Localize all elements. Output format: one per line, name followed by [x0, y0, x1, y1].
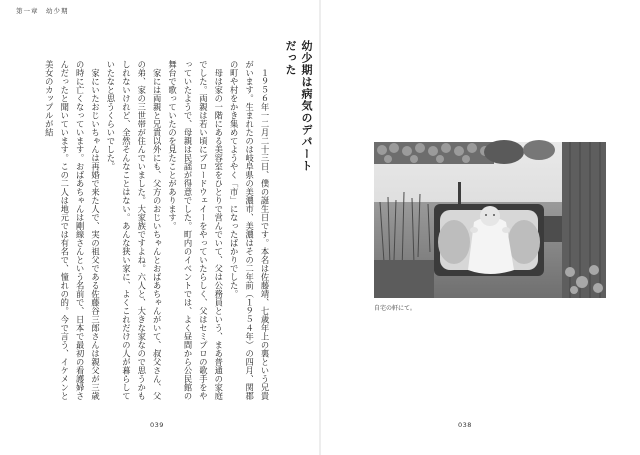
running-head: 第一章 幼少期 — [16, 7, 69, 15]
body-text — [44, 60, 272, 405]
paragraph: 母は家の一階にある美容室をひとりで営んでいて、父は公務員という、まあ普通の家庭でした。両親は若い頃にブロードウェイーをやっていたらしく、父はセミプロの歌手をやっていたようで、母親は民謡が得意でした。町内のイベントでは、よく昼間から公民館の舞台で歌っていたのを見たことがあります。 — [167, 60, 224, 400]
page-number: 038 — [458, 421, 472, 429]
paragraph: 家にいたおじいちゃんは再婚で来た人で、実の祖父である佐藤谷三郎さんは親父が三歳の時に亡くなっています。おばあちゃんは剛線さんという名前で、日本で最初の看護婦さんだったと聞いています。この二人は地元では有名で、憧れの的。今で言う、イケメンと美女のカップルが結 — [44, 60, 101, 400]
page-number: 039 — [150, 421, 164, 429]
paragraph: 家には両親と兄貴以外にも、父方のおじいちゃんとおばあちゃんがいて、叔父さん、父の弟、家の三世帯が住んでいました。大家族ですよね。六人と、大きな家なので思うかもしれないけれど、全然そんなことはない。あんな狭い家に、よくこれだけの人が暮らしていたなと思うくらいでした。 — [105, 60, 163, 400]
chapter-heading: 幼少期は病気のデパートだった — [284, 40, 313, 172]
baby-photo — [374, 142, 606, 298]
paragraph: １９５６年一二月二十三日、僕の誕生日です。本名は佐藤靖、七歳年上の裏という兄貴がいます。生まれたのは岐阜県の美濃市、美濃はその二年前（１９５４年）の四月、関郡の町や村をかき集めてようやく「市」になったばかりでした。 — [229, 60, 270, 400]
photo-caption: 自宅の軒にて。 — [374, 305, 416, 312]
right-page — [320, 0, 640, 455]
